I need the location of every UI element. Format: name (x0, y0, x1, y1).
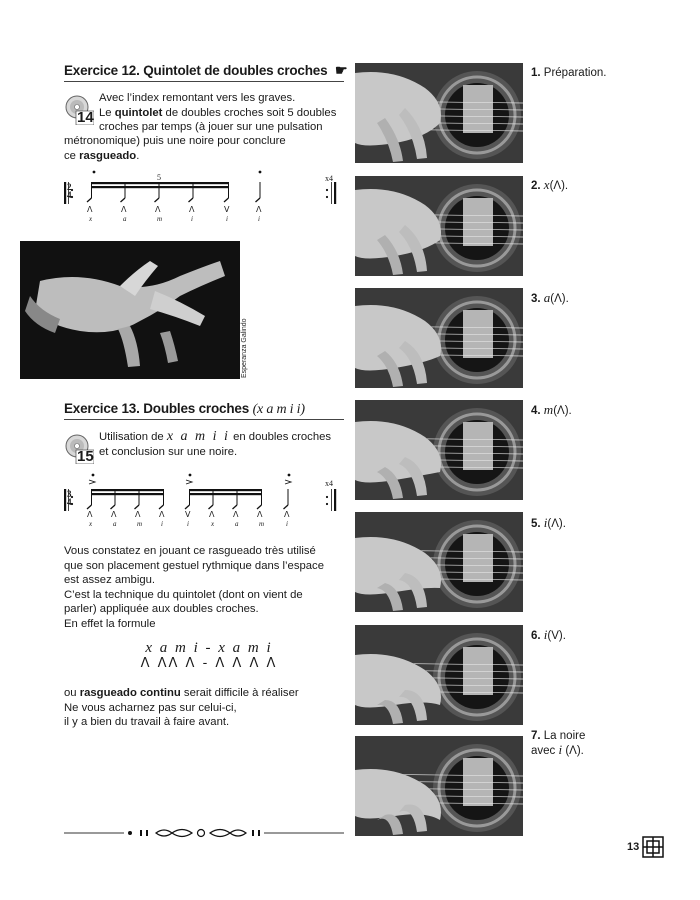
guitar-rasgueado-photo (355, 625, 523, 725)
cd-track-number: 14 (77, 109, 94, 126)
page-number: 13 (627, 841, 640, 853)
ornament-divider (64, 826, 344, 840)
guitar-rasgueado-photo (355, 176, 523, 276)
guitar-rasgueado-photo (355, 63, 523, 163)
exercise-13-title: Exercice 13. Doubles croches (x a m i i) (64, 401, 305, 417)
text-line: Utilisation de x a m i i en doubles croches (99, 429, 332, 444)
stroke-symbol: Λ (121, 205, 127, 214)
finger-letter: m (157, 215, 163, 223)
explanation-paragraph (64, 544, 354, 632)
exercise-12-title (64, 62, 354, 79)
pointing-hand-icon: ☛ (334, 62, 348, 78)
text-line: Vous constatez en jouant ce rasgueado très utilisé (64, 545, 316, 557)
stroke-symbol: V (185, 510, 191, 519)
cd-icon (64, 434, 94, 465)
heading-rule (64, 81, 344, 82)
repeat-count: x4 (325, 479, 333, 488)
guitar-rasgueado-photo (355, 288, 523, 388)
finger-letter: i (286, 520, 288, 528)
text-line: Avec l’index remontant vers les graves. (99, 92, 296, 104)
stroke-symbol: Λ (284, 510, 290, 519)
finger-letter: x (89, 215, 93, 223)
text-line: et conclusion sur une noire. (99, 445, 238, 458)
stroke-symbol: Λ (233, 510, 239, 519)
text-line: C’est la technique du quintolet (dont on vient de (64, 588, 303, 601)
finger-letter: i (191, 215, 193, 223)
finger-letter: a (113, 520, 117, 528)
guitar-rasgueado-photo (355, 512, 523, 612)
photo-caption: 2. x(Λ). (531, 177, 569, 192)
stroke-row (60, 205, 280, 227)
finger-letter: x (89, 520, 93, 528)
finger-letter: m (137, 520, 143, 528)
page-ornament-icon (642, 836, 664, 858)
stroke-symbol: Λ (189, 205, 195, 214)
cd-track-number: 15 (77, 448, 94, 465)
text-line: est assez ambigu. (64, 574, 156, 587)
exercise-12-text-cont (64, 134, 354, 163)
cd-icon (64, 95, 94, 126)
photo-caption: 4. m(Λ). (531, 402, 572, 417)
finger-letter: m (259, 520, 265, 528)
exercise-13-text (99, 430, 349, 459)
finger-letter: i (226, 215, 228, 223)
stroke-symbol: Λ (111, 510, 117, 519)
flamenco-hand-photo (20, 241, 240, 379)
stroke-symbol: V (224, 205, 230, 214)
finger-letter: a (123, 215, 127, 223)
stroke-symbol: Λ (209, 510, 215, 519)
photo-caption: 6. i(V). (531, 627, 566, 642)
time-signature-ex13: 3 4 (67, 489, 72, 507)
text-line: ce rasgueado. (64, 149, 140, 162)
text-line: En effet la formule (64, 617, 156, 630)
text-line: parler) appliquée aux doubles croches. (64, 603, 259, 616)
exercise-12-text (99, 91, 349, 135)
stroke-symbol: Λ (256, 205, 262, 214)
caption-7: 7. La noire avec i (Λ). (531, 730, 586, 757)
heading-rule (64, 419, 344, 420)
finger-letter: i (187, 520, 189, 528)
photo-credit: Esperanza Galindo (241, 318, 248, 378)
stroke-row (60, 510, 290, 532)
repeat-count: x4 (325, 174, 333, 183)
stroke-symbol: Λ (135, 510, 141, 519)
text-line: il y a bien du travail à faire avant. (64, 716, 230, 729)
photo-caption: 3. a(Λ). (531, 290, 569, 305)
tuplet-number: 5 (157, 173, 161, 182)
finger-letter: x (211, 520, 215, 528)
text-line: ou rasgueado continu serait difficile à réaliser (64, 687, 299, 699)
finger-letter: i (161, 520, 163, 528)
text-line: Le quintolet de doubles croches soit 5 doubles (99, 106, 337, 119)
stroke-symbol: Λ (87, 205, 93, 214)
finger-letter: i (258, 215, 260, 223)
text-line: que son placement gestuel rythmique dans l’espace (64, 559, 324, 572)
stroke-symbol: Λ (87, 510, 93, 519)
stroke-symbol: Λ (155, 205, 161, 214)
formula-strokes: Λ ΛΛ Λ - Λ Λ Λ Λ (140, 656, 278, 671)
formula-fingers: x a m i - x a m i (145, 640, 273, 656)
finger-letter: a (235, 520, 239, 528)
text-line: Ne vous acharnez pas sur celui-ci, (64, 701, 237, 714)
guitar-rasgueado-photo (355, 400, 523, 500)
guitar-rasgueado-photo (355, 736, 523, 836)
text-line: métronomique) puis une noire pour conclure (64, 135, 286, 147)
photo-caption: 1. Préparation. (531, 67, 607, 79)
explanation-paragraph-2 (64, 686, 354, 730)
exercise-12-title-text: Exercice 12. Quintolet de doubles croches (64, 63, 328, 78)
time-signature-ex12: 2 4 (67, 182, 72, 200)
stroke-symbol: Λ (159, 510, 165, 519)
photo-caption: 5. i(Λ). (531, 515, 566, 530)
stroke-symbol: Λ (257, 510, 263, 519)
text-line: croches par temps (à jouer sur une pulsation (99, 121, 323, 134)
